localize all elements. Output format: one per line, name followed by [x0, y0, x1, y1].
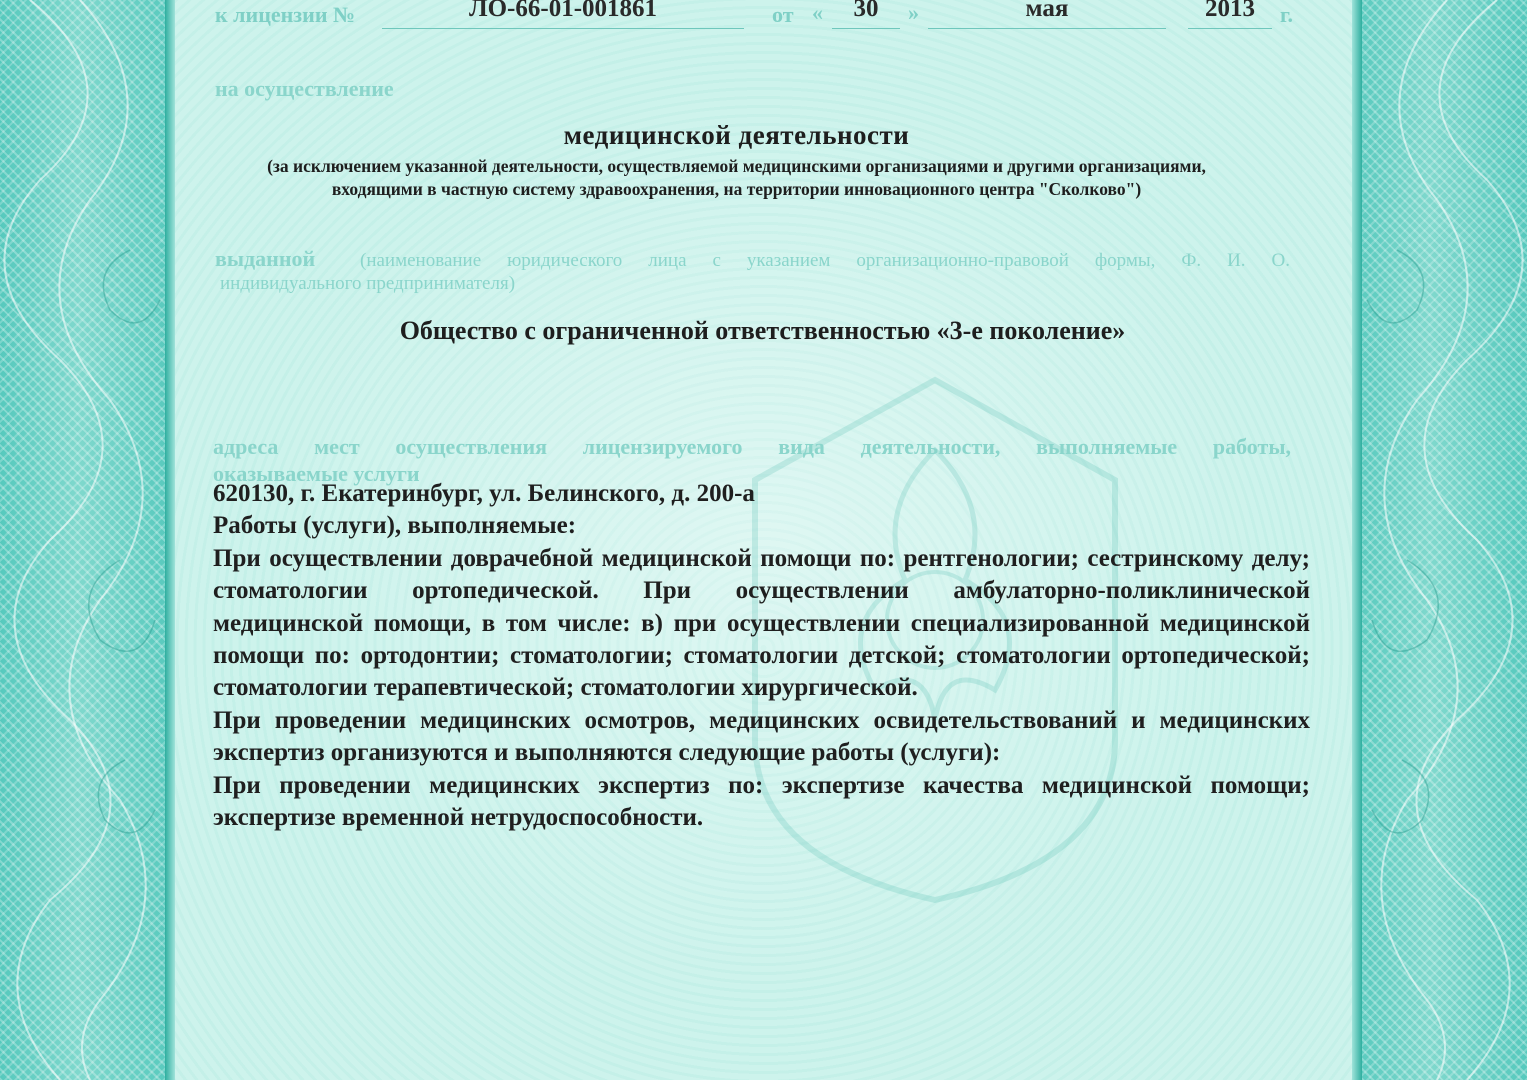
works-paragraph-2: При проведении медицинских осмотров, медицинских освидетельствований и медицинских экспертиз организуются и выполняются следующие работы (услуги):	[213, 706, 1310, 767]
activity-note: (за исключением указанной деятельности, осуществляемой медицинскими организациями и другими организациями, входящими в частную систему здравоохранения, на территории инновационного центра "Сколково")	[267, 156, 1206, 199]
issued-hint-line2: индивидуального предпринимателя)	[220, 273, 516, 294]
issued-label: выданной	[215, 246, 316, 271]
organization-name: Общество с ограниченной ответственностью «3-е поколение»	[399, 316, 1126, 345]
issued-hint-line1: (наименование юридического лица с указанием организационно-правовой формы, Ф. И. О.	[360, 250, 1290, 271]
works-paragraph-1: При осуществлении доврачебной медицинской помощи по: рентгенологии; сестринскому делу; стоматологии ортопедической. При осуществлении амбулаторно-поликлинической медицинской помощи, в том числе: в) при осуществлении специализированной медицинской помощи по: ортодонтии; стоматологии; стоматологии детской; стоматологии ортопедической; стоматологии терапевтической; стоматологии хирургической.	[213, 544, 1310, 702]
addresses-label-line2: оказываемые услуги	[213, 461, 420, 486]
addresses-label-line1: адреса мест осуществления лицензируемого вида деятельности, выполняемые работы,	[213, 434, 1291, 459]
license-label: к лицензии №	[215, 2, 356, 27]
year-suffix: г.	[1280, 2, 1294, 27]
license-year: 2013	[1188, 0, 1272, 29]
works-paragraph-3: При проведении медицинских экспертиз по: экспертизе качества медицинской помощи; экспертизе временной нетрудоспособности.	[213, 771, 1310, 832]
license-day: 30	[832, 0, 900, 29]
activity-label: на осуществление	[215, 76, 394, 101]
quote-close: »	[908, 0, 919, 25]
works-heading: Работы (услуги), выполняемые:	[213, 512, 577, 540]
works-section	[213, 478, 1310, 834]
activity-title: медицинской деятельности	[563, 120, 910, 150]
license-month: мая	[928, 0, 1166, 29]
license-number: ЛО-66-01-001861	[382, 0, 744, 29]
quote-open: «	[812, 0, 823, 25]
right-security-border	[1352, 0, 1527, 1080]
left-security-border	[0, 0, 175, 1080]
from-label: от	[772, 2, 794, 27]
address-text: 620130, г. Екатеринбург, ул. Белинского, д. 200-а	[213, 480, 755, 507]
